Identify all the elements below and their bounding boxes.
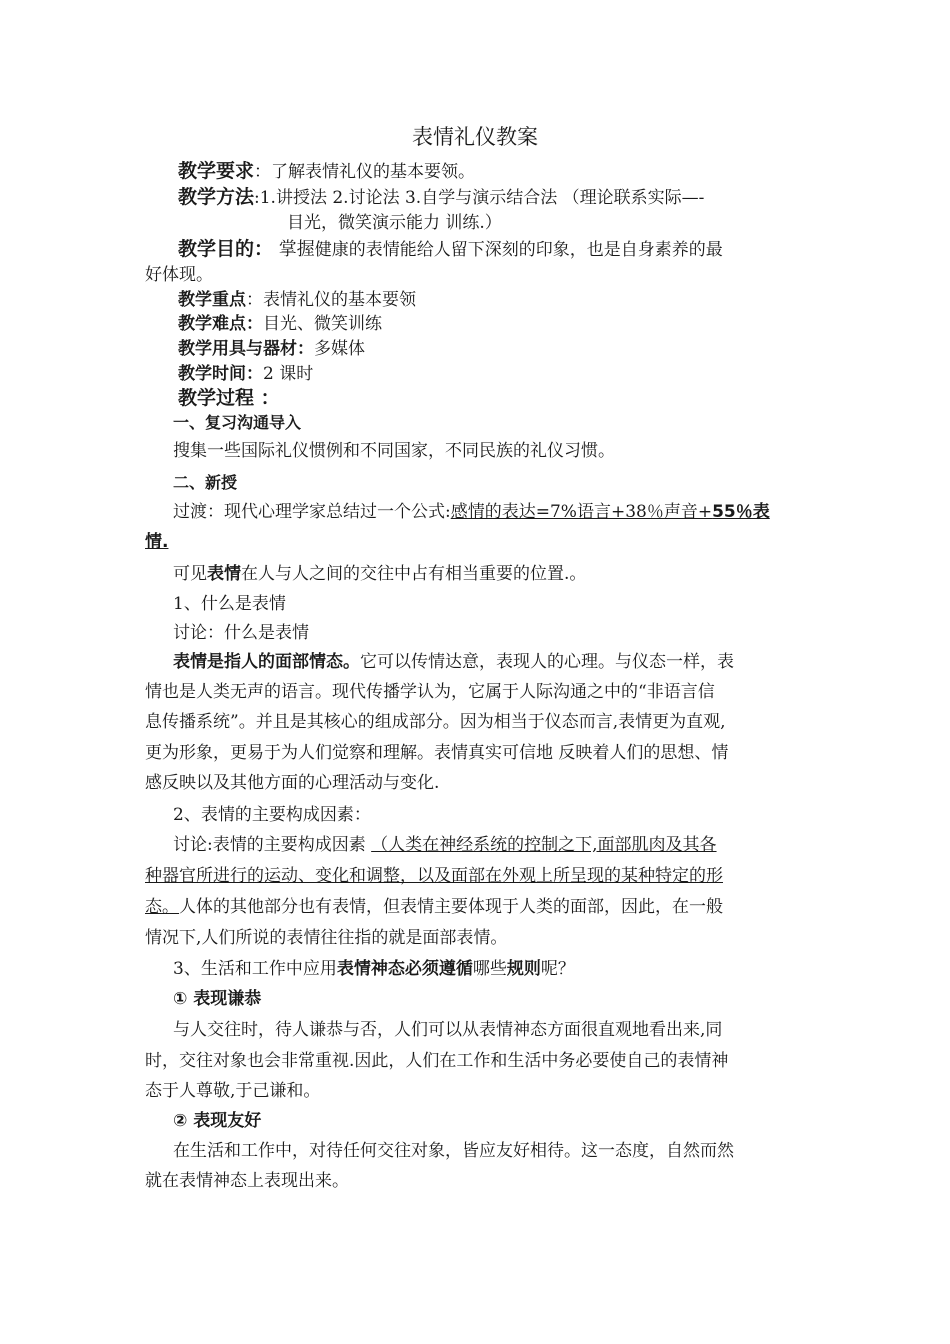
goal-text: 健康的表情能给人留下深刻的印象，也是自身素养的最 bbox=[314, 240, 723, 260]
transition-line: 过渡：现代心理学家总结过一个公式:感情的表达=7%语言+38％声音+55％表 bbox=[173, 502, 770, 522]
goal-text-master: 掌握 bbox=[273, 239, 315, 260]
section-1-text: 搜集一些国际礼仪惯例和不同国家，不同民族的礼仪习惯。 bbox=[173, 441, 615, 461]
definition-line-5: 感反映以及其他方面的心理活动与变化. bbox=[145, 773, 440, 793]
goal-text-continued: 好体现。 bbox=[145, 265, 213, 285]
teaching-tools bbox=[178, 336, 365, 362]
discussion-2-line-1: 讨论:表情的主要构成因素 （人类在神经系统的控制之下,面部肌肉及其各 bbox=[173, 835, 717, 855]
transition-line-end: 情. bbox=[145, 532, 169, 552]
method-text: :1.讲授法 2.讨论法 3.自学与演示结合法 （理论联系实际—- bbox=[254, 188, 705, 208]
teaching-difficulty bbox=[178, 311, 382, 337]
teaching-time bbox=[178, 361, 313, 387]
rule-2-line-1: 在生活和工作中，对待任何交往对象，皆应友好相待。这一态度，自然而然 bbox=[173, 1141, 734, 1161]
difficulty-text: 目光、微笑训练 bbox=[263, 314, 382, 334]
method-text-continued: 目光，微笑演示能力 训练.） bbox=[287, 213, 502, 233]
definition-bold: 表情是指人的面部情态。 bbox=[173, 652, 360, 672]
question-2: 2、表情的主要构成因素： bbox=[173, 805, 371, 825]
teaching-focus bbox=[178, 287, 416, 313]
definition-line-1: 表情是指人的面部情态。它可以传情达意，表现人的心理。与仪态一样，表 bbox=[173, 652, 734, 672]
teaching-requirement bbox=[178, 158, 475, 185]
discussion-2-line-2: 种器官所进行的运动、变化和调整，以及面部在外观上所呈现的某种特定的形 bbox=[145, 866, 723, 886]
document-title: 表情礼仪教案 bbox=[412, 125, 538, 149]
question-3: 3、生活和工作中应用表情神态必须遵循哪些规则呢？ bbox=[173, 959, 575, 979]
method-label: 教学方法 bbox=[178, 186, 255, 208]
discussion-2-line-3: 态。人体的其他部分也有表情，但表情主要体现于人类的面部，因此，在一般 bbox=[145, 897, 723, 917]
rule-2-title: ② 表现友好 bbox=[173, 1111, 262, 1131]
goal-label: 教学目的： bbox=[178, 238, 274, 260]
teaching-goal bbox=[178, 236, 723, 263]
time-label: 教学时间： bbox=[178, 364, 263, 384]
rule-1-title: ① 表现谦恭 bbox=[173, 989, 262, 1009]
process-label: 教学过程 ： bbox=[178, 387, 280, 409]
discussion-1: 讨论：什么是表情 bbox=[173, 623, 309, 643]
importance-line: 可见表情在人与人之间的交往中占有相当重要的位置.。 bbox=[173, 564, 587, 584]
question-1: 1、什么是表情 bbox=[173, 594, 286, 614]
focus-text: ：表情礼仪的基本要领 bbox=[246, 290, 416, 310]
teaching-process bbox=[178, 385, 280, 412]
section-2-title: 二、新授 bbox=[173, 473, 238, 492]
rule-1-line-3: 态于人尊敬,于己谦和。 bbox=[145, 1081, 321, 1101]
discussion-2-line-4: 情况下,人们所说的表情往往指的就是面部表情。 bbox=[145, 928, 508, 948]
difficulty-label: 教学难点： bbox=[178, 314, 263, 334]
rule-2-line-2: 就在表情神态上表现出来。 bbox=[145, 1171, 349, 1191]
definition-line-4: 更为形象，更易于为人们觉察和理解。表情真实可信地 反映着人们的思想、情 bbox=[145, 743, 729, 763]
time-text: 2 课时 bbox=[263, 364, 314, 384]
teaching-method bbox=[178, 184, 704, 211]
formula-emphasis: 55％表 bbox=[712, 502, 770, 522]
tools-text: 多媒体 bbox=[314, 339, 365, 359]
definition-line-3: 息传播系统”。并且是其核心的组成部分。因为相当于仪态而言,表情更为直观, bbox=[145, 712, 726, 732]
tools-label: 教学用具与器材： bbox=[178, 339, 314, 359]
formula: 感情的表达=7%语言+38％声音+ bbox=[450, 502, 713, 522]
definition-line-2: 情也是人类无声的语言。现代传播学认为，它属于人际沟通之中的“非语言信 bbox=[145, 682, 715, 702]
rule-1-line-2: 时，交往对象也会非常重视.因此，人们在工作和生活中务必要使自己的表情神 bbox=[145, 1051, 729, 1071]
focus-label: 教学重点 bbox=[178, 290, 246, 310]
rule-1-line-1: 与人交往时，待人谦恭与否，人们可以从表情神态方面很直观地看出来,同 bbox=[173, 1020, 723, 1040]
section-1-title: 一、复习沟通导入 bbox=[173, 413, 302, 432]
requirement-text: ：了解表情礼仪的基本要领。 bbox=[254, 162, 476, 182]
requirement-label: 教学要求 bbox=[178, 160, 255, 182]
